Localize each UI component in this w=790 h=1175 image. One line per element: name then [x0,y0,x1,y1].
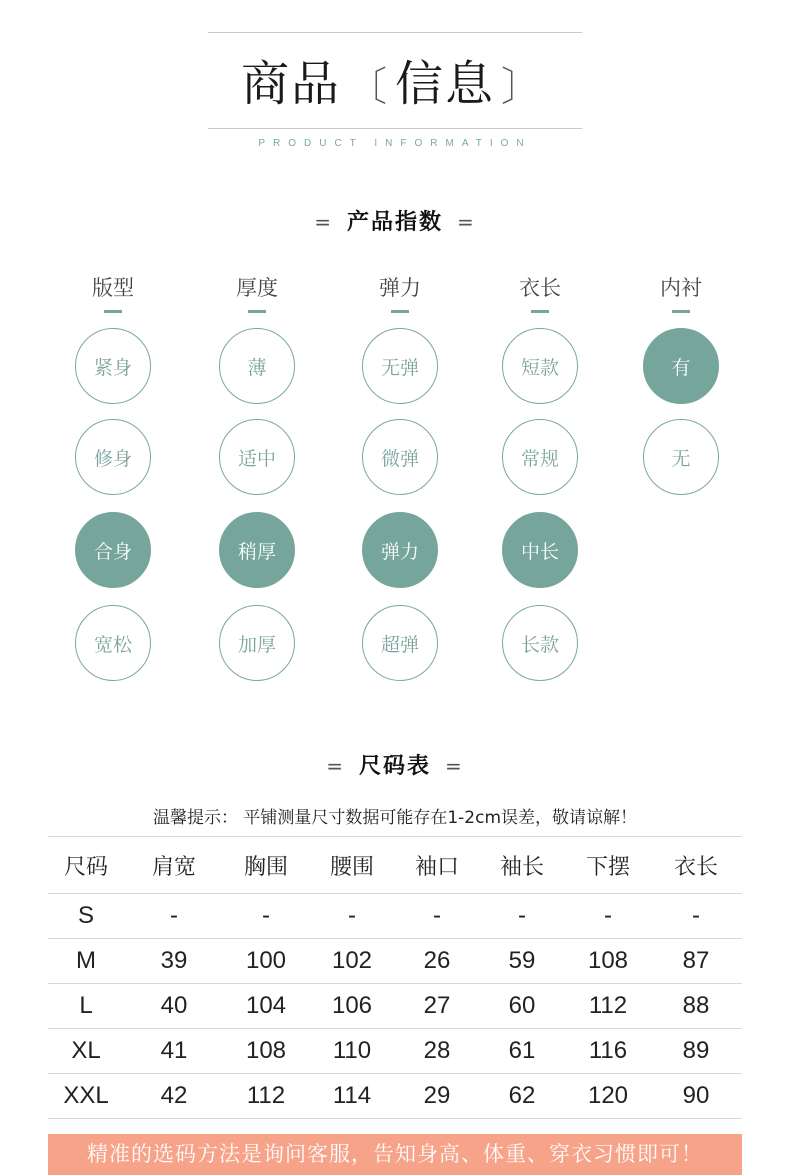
heading-mark-left: = [326,754,345,778]
size-value-cell: 42 [124,1074,224,1119]
heading-mark-right: = [445,754,464,778]
title-main: 商品 [240,56,341,112]
index-option-selected: 有 [643,328,719,404]
size-label-cell: S [48,894,124,939]
size-value-cell: - [650,894,742,939]
index-option: 加厚 [219,605,295,681]
size-value-cell: 112 [224,1074,308,1119]
index-column-label-text: 厚度 [236,276,278,300]
header-top-rule [208,32,582,33]
table-row [48,894,742,939]
size-value-cell: 114 [308,1074,396,1119]
size-table-header-cell: 腰围 [308,837,396,894]
label-underline [531,310,549,313]
label-underline [672,310,690,313]
size-value-cell: 40 [124,984,224,1029]
size-value-cell: 112 [566,984,650,1029]
title-accent: 信息 [395,56,496,112]
size-chart-title: 尺码表 [358,754,431,779]
size-label-cell: M [48,939,124,984]
size-value-cell: 108 [566,939,650,984]
index-option: 无 [643,419,719,495]
index-column-label [207,272,307,313]
index-column-label-text: 衣长 [519,276,561,300]
index-option: 长款 [502,605,578,681]
size-chart-heading [0,749,790,780]
size-value-cell: 27 [396,984,478,1029]
table-row [48,1029,742,1074]
index-column-label-text: 弹力 [379,276,421,300]
size-value-cell: 60 [478,984,566,1029]
table-row [48,939,742,984]
table-row [48,984,742,1029]
index-column-label-text: 版型 [92,276,134,300]
table-row [48,1074,742,1119]
page-subtitle: PRODUCT INFORMATION [258,138,532,149]
index-option: 紧身 [75,328,151,404]
index-option: 薄 [219,328,295,404]
size-value-cell: 102 [308,939,396,984]
size-value-cell: 62 [478,1074,566,1119]
index-option-selected: 弹力 [362,512,438,588]
size-value-cell: 39 [124,939,224,984]
size-value-cell: 110 [308,1029,396,1074]
size-value-cell: - [396,894,478,939]
size-value-cell: - [566,894,650,939]
size-value-cell: - [224,894,308,939]
index-column-label [350,272,450,313]
page-title [0,54,790,114]
size-table-header-cell: 袖长 [478,837,566,894]
size-value-cell: 29 [396,1074,478,1119]
sizing-advice-banner: 精准的选码方法是询问客服，告知身高、体重、穿衣习惯即可！ [48,1134,742,1175]
index-column-label [490,272,590,313]
size-table-header-cell: 肩宽 [124,837,224,894]
size-table-header-cell: 袖口 [396,837,478,894]
size-value-cell: - [308,894,396,939]
size-value-cell: 120 [566,1074,650,1119]
index-option: 超弹 [362,605,438,681]
size-value-cell: - [478,894,566,939]
index-option: 短款 [502,328,578,404]
index-option: 无弹 [362,328,438,404]
index-option-selected: 稍厚 [219,512,295,588]
size-value-cell: 59 [478,939,566,984]
label-underline [248,310,266,313]
index-option-selected: 合身 [75,512,151,588]
size-label-cell: L [48,984,124,1029]
title-bracket-open: 〔 [347,64,389,110]
size-table-header-cell: 胸围 [224,837,308,894]
heading-mark-right: = [457,210,476,234]
label-underline [104,310,122,313]
index-option: 适中 [219,419,295,495]
product-index-title: 产品指数 [346,210,443,235]
size-value-cell: 26 [396,939,478,984]
size-value-cell: 108 [224,1029,308,1074]
index-option-selected: 中长 [502,512,578,588]
size-value-cell: 89 [650,1029,742,1074]
size-value-cell: 28 [396,1029,478,1074]
size-table-header-row [48,837,742,894]
index-option: 宽松 [75,605,151,681]
index-option: 常规 [502,419,578,495]
size-value-cell: 106 [308,984,396,1029]
title-bracket-close: 〕 [501,64,544,110]
index-option: 修身 [75,419,151,495]
index-option: 微弹 [362,419,438,495]
size-table-header-cell: 尺码 [48,837,124,894]
size-table [48,836,742,1119]
index-column-label-text: 内衬 [660,276,702,300]
size-value-cell: 88 [650,984,742,1029]
size-label-cell: XXL [48,1074,124,1119]
size-table-body [48,894,742,1119]
size-value-cell: 116 [566,1029,650,1074]
size-table-header-cell: 下摆 [566,837,650,894]
size-label-cell: XL [48,1029,124,1074]
size-value-cell: 90 [650,1074,742,1119]
index-column-label [631,272,731,313]
size-table-header-cell: 衣长 [650,837,742,894]
measurement-tip: 温馨提示： 平铺测量尺寸数据可能存在1-2cm误差，敬请谅解！ [152,808,638,828]
heading-mark-left: = [314,210,333,234]
size-value-cell: 61 [478,1029,566,1074]
size-value-cell: 41 [124,1029,224,1074]
header-bottom-rule [208,128,582,129]
size-value-cell: - [124,894,224,939]
index-column-label [63,272,163,313]
size-value-cell: 100 [224,939,308,984]
product-index-heading [0,205,790,236]
size-value-cell: 87 [650,939,742,984]
label-underline [391,310,409,313]
size-value-cell: 104 [224,984,308,1029]
